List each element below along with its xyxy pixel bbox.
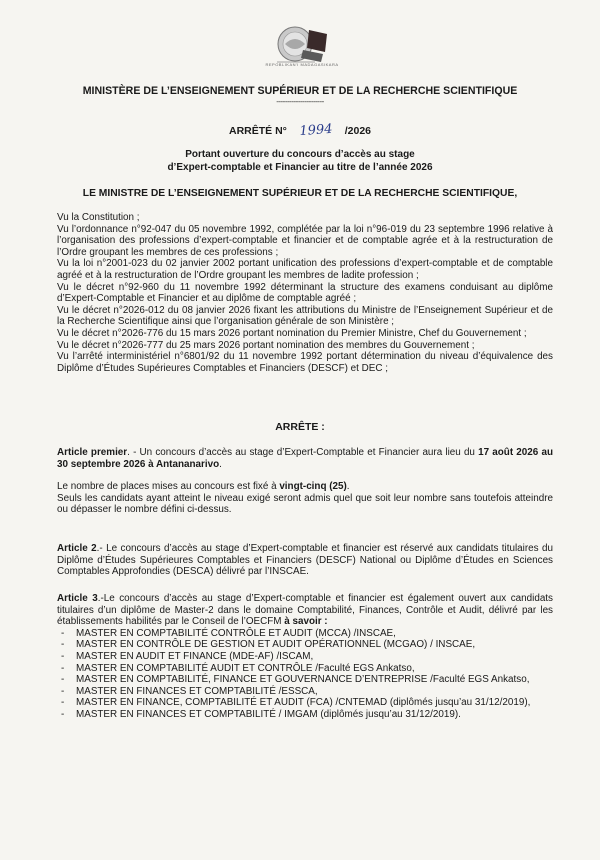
article-2 <box>57 543 553 578</box>
master-name: MASTER EN COMPTABILITÉ, FINANCE ET GOUVERNANCE D’ENTREPRISE /Faculté EGS Ankatso, <box>76 674 530 686</box>
list-item: - MASTER EN COMPTABILITÉ, FINANCE ET GOUVERNANCE D’ENTREPRISE /Faculté EGS Ankatso, <box>61 674 530 686</box>
article-premier-label: Article premier <box>57 447 128 458</box>
arrete-heading: ARRÊTE : <box>275 421 325 433</box>
master-name: MASTER EN COMPTABILITÉ AUDIT ET CONTRÔLE /Faculté EGS Ankatso, <box>76 662 415 674</box>
places-value: vingt-cinq (25) <box>279 481 347 493</box>
article-3-body: .-Le concours d’accès au stage d’Expert-comptable et financier est également ouvert aux candidats titulaires d’un diplôme de Master-2 dans le domaine Comptabilité, Finances, Contrôle et Audit, délivré par les établissements habilités par le Conseil de l’OECFM <box>57 593 553 628</box>
list-item: - MASTER EN COMPTABILITÉ AUDIT ET CONTRÔLE /Faculté EGS Ankatso, <box>61 662 415 674</box>
article-premier <box>57 447 553 516</box>
visa-item: Vu l’arrêté interministériel n°6801/92 du 11 novembre 1992 portant détermination du niveau d’équivalence des Diplôme d’Études Supérieures Comptables et Financiers (DESCF) et DEC ; <box>57 351 553 374</box>
master-name: MASTER EN CONTRÔLE DE GESTION ET AUDIT OPÉRATIONNEL (MCGAO) / INSCAE, <box>76 639 476 651</box>
article-premier-body: . - Un concours d’accès au stage d’Expert-Comptable et Financier aura lieu du <box>127 447 479 458</box>
emblem-caption: REPOBLIKAN'I MADAGASIKARA <box>265 62 339 67</box>
subtitle-line-1: Portant ouverture du concours d’accès au stage <box>185 149 415 160</box>
article-2-label: Article 2 <box>57 543 97 554</box>
master-name: MASTER EN FINANCES ET COMPTABILITÉ /ESSCA, <box>76 685 318 697</box>
list-item: - MASTER EN COMPTABILITÉ CONTRÔLE ET AUDIT (MCCA) /INSCAE, <box>61 627 396 639</box>
visa-item: Vu le décret n°2026-776 du 15 mars 2026 portant nomination du Premier Ministre, Chef du Gouvernement ; <box>57 327 527 339</box>
places-paragraph <box>57 481 553 493</box>
header-divider: ---------------------- <box>276 97 324 106</box>
master-name: MASTER EN AUDIT ET FINANCE (MDE-AF) /ISCAM, <box>76 650 314 662</box>
visa-item: Vu le décret n°2026-012 du 08 janvier 2026 fixant les attributions du Ministre de l’Enseignement Supérieur et de la Recherche Scientifique ainsi que l’organisation générale de son Ministère ; <box>57 304 553 328</box>
visa-item: Vu le décret n°2026-777 du 25 mars 2026 portant nomination des membres du Gouvernement ; <box>57 339 475 351</box>
article-2-body: .- Le concours d’accès au stage d’Expert-comptable et financier est réservé aux candidats titulaires du Diplôme d’Études Supérieures Comptables et Financiers (DESCF) National ou Diplôme d’Études en Sciences Comptables Approfondies (DESCA) délivré par l’INSCAE. <box>57 543 553 578</box>
article-2-text <box>57 543 553 578</box>
minister-heading: LE MINISTRE DE L’ENSEIGNEMENT SUPÉRIEUR ET DE LA RECHERCHE SCIENTIFIQUE, <box>82 188 518 199</box>
visa-item: Vu l’ordonnance n°92-047 du 05 novembre 1992, complétée par la loi n°96-019 du 23 septembre 1996 relative à l’organisation des professions d’expert-comptable et financier et de comptable agrée et à la restructuration de l’Ordre groupant les membres de ces professions ; <box>57 223 553 258</box>
arrete-year: /2026 <box>344 125 371 137</box>
article-3-text <box>57 593 553 628</box>
article-3-label: Article 3 <box>57 593 98 604</box>
arrete-number-line <box>0 123 600 138</box>
admission-paragraph: Seuls les candidats ayant atteint le niveau exigé seront admis quel que soit leur nombre sans toutefois atteindre ou dépasser le nombre défini ci-dessus. <box>57 492 553 516</box>
subtitle-line-2: d’Expert-comptable et Financier au titre de l’année 2026 <box>167 161 433 173</box>
article-3-asavoir: à savoir : <box>284 616 328 628</box>
arrete-label: ARRÊTÉ N° <box>229 125 287 137</box>
decree-subtitle <box>0 149 600 174</box>
article-premier-dates: 17 août 2026 au 30 septembre 2026 à Antananarivo <box>57 447 553 470</box>
article-3 <box>57 593 553 721</box>
list-item: - MASTER EN CONTRÔLE DE GESTION ET AUDIT OPÉRATIONNEL (MCGAO) / INSCAE, <box>61 639 476 651</box>
list-item: - MASTER EN FINANCES ET COMPTABILITÉ / IMGAM (diplômés jusqu’au 31/12/2019). <box>61 708 461 720</box>
places-text: Le nombre de places mises au concours est fixé à <box>57 481 280 493</box>
master-name: MASTER EN FINANCES ET COMPTABILITÉ / IMGAM (diplômés jusqu’au 31/12/2019). <box>76 708 461 720</box>
visa-item: Vu la Constitution ; <box>57 212 140 223</box>
handwritten-arrete-number: 1994 <box>298 121 333 140</box>
places-end: . <box>346 481 350 493</box>
list-item: - MASTER EN AUDIT ET FINANCE (MDE-AF) /ISCAM, <box>61 650 314 662</box>
list-item: - MASTER EN FINANCES ET COMPTABILITÉ /ESSCA, <box>61 685 318 697</box>
ministry-title: MINISTÈRE DE L’ENSEIGNEMENT SUPÉRIEUR ET DE LA RECHERCHE SCIENTIFIQUE <box>82 85 518 97</box>
masters-list <box>57 628 553 721</box>
article-premier-text <box>57 447 553 470</box>
visas-block <box>57 212 553 374</box>
article-premier-end: . <box>219 458 222 470</box>
visa-item: Vu la loi n°2001-023 du 02 janvier 2002 portant unification des professions d’expert-comptable et de comptable agréé et à la restructuration de l’Ordre groupant les membres de ladite profession ; <box>57 258 553 281</box>
visa-item: Vu le décret n°92-960 du 11 novembre 1992 déterminant la structure des examens conduisant au diplôme d’Expert-Comptable et Financier et au diplôme de comptable agréé ; <box>57 281 553 305</box>
master-name: MASTER EN FINANCE, COMPTABILITÉ ET AUDIT (FCA) /CNTEMAD (diplômés jusqu’au 31/12/2019), <box>76 697 531 709</box>
master-name: MASTER EN COMPTABILITÉ CONTRÔLE ET AUDIT (MCCA) /INSCAE, <box>76 627 396 639</box>
list-item: - MASTER EN FINANCE, COMPTABILITÉ ET AUDIT (FCA) /CNTEMAD (diplômés jusqu’au 31/12/2019), <box>61 697 531 709</box>
